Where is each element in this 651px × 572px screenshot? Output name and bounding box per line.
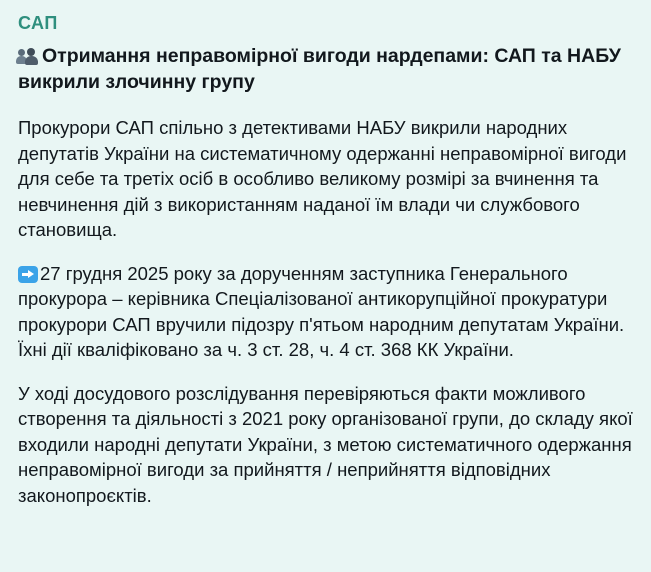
- right-arrow-icon: [18, 266, 38, 283]
- post-headline-text: Отримання неправомірної вигоди нардепами: САП та НАБУ викрили злочинну групу: [18, 44, 621, 93]
- post-headline: [18, 44, 633, 95]
- post-paragraph-1: Прокурори САП спільно з детективами НАБУ викрили народних депутатів України на систематичному одержанні неправомірної вигоди для себе та третіх осіб в особливо великому розмірі за вчинення та невчинення дій з використанням наданої їм влади чи службового становища.: [18, 117, 627, 241]
- post-paragraph-3: У ході досудового розслідування перевіряються факти можливого створення та діяльності з 2021 року організованої групи, до складу якої входили народні депутати України, з метою систематичного одержання неправомірної вигоди за прийняття / неприйняття відповідних законопроєктів.: [18, 382, 633, 506]
- post-paragraph-2-text: 27 грудня 2025 року за дорученням заступника Генерального прокурора – керівника Спеціалізованої антикорупційної прокуратури прокурори САП вручили підозру п'ятьом народним депутатам України. Їхні дії кваліфіковано за ч. 3 ст. 28, ч. 4 ст. 368 КК України.: [18, 262, 625, 361]
- post-paragraph-2: [18, 261, 633, 363]
- people-silhouette-icon: [18, 48, 40, 65]
- channel-name: САП: [18, 13, 58, 33]
